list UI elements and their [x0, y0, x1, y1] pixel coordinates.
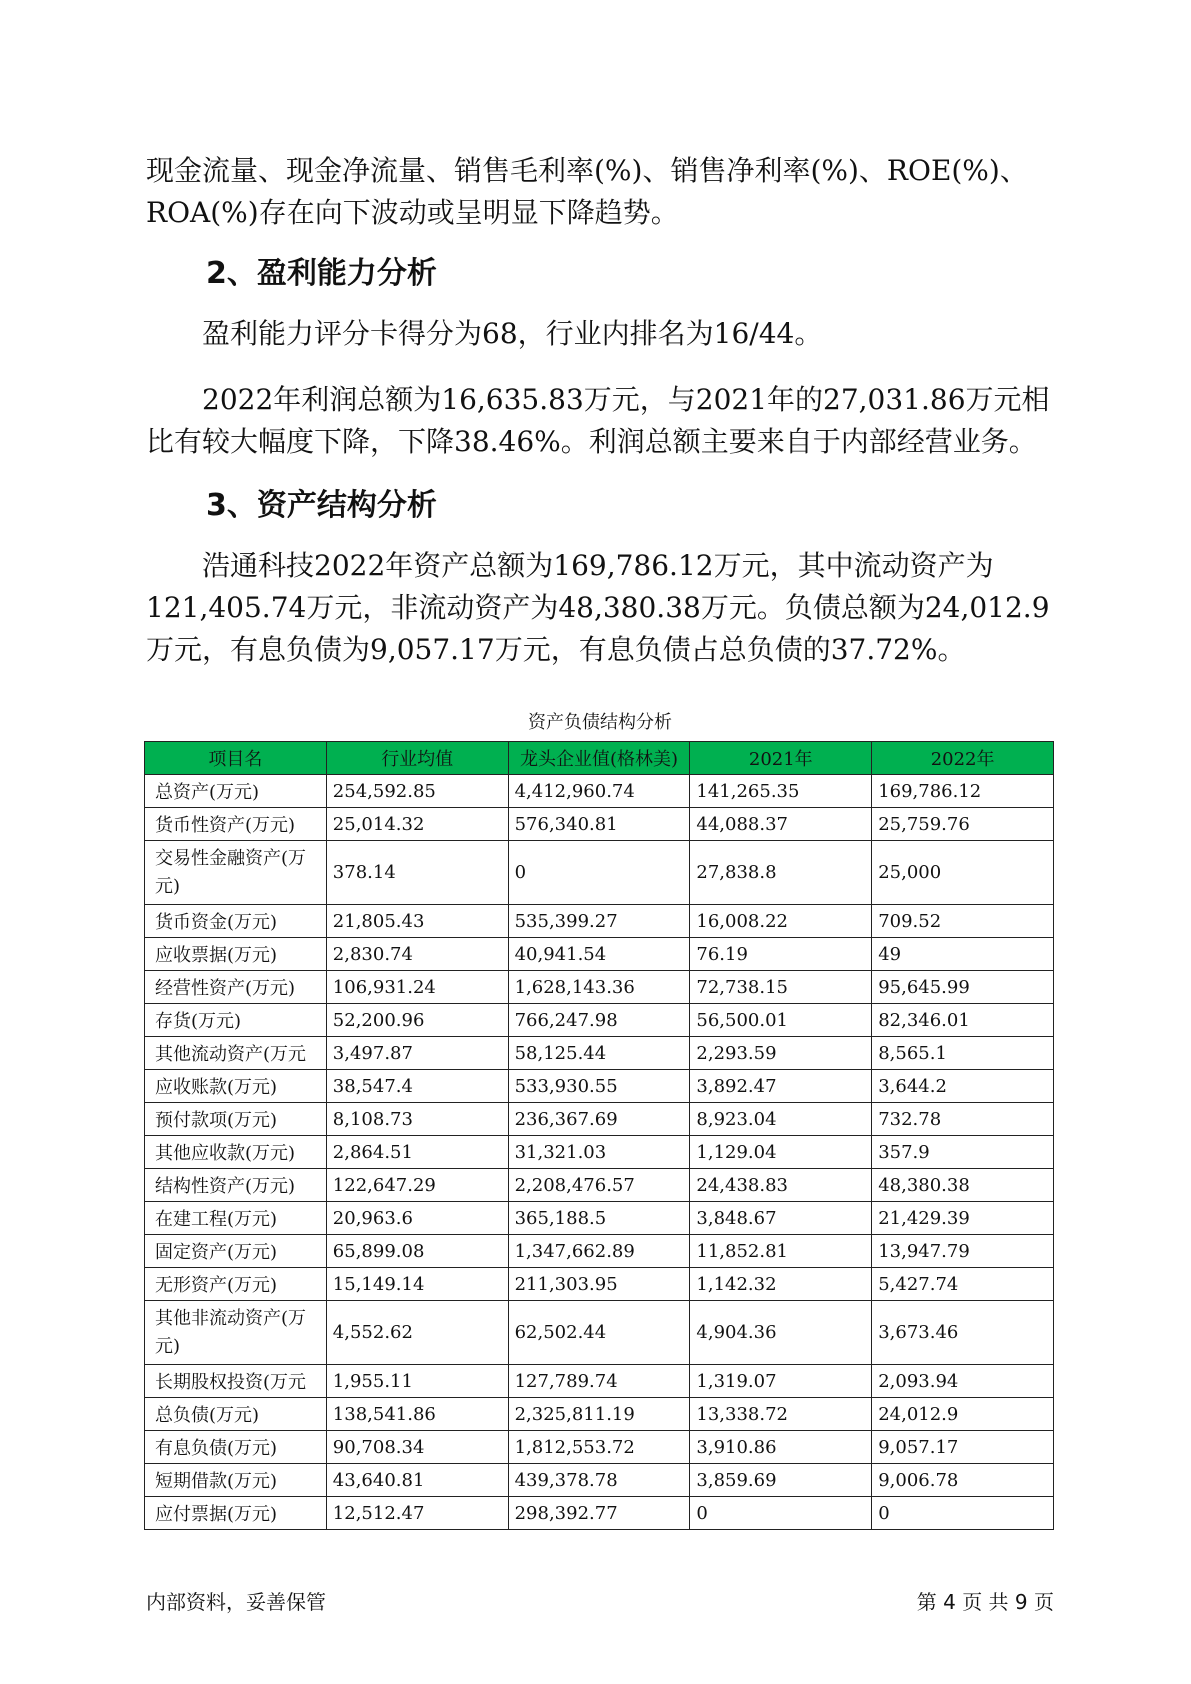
- table-row: [145, 1268, 1054, 1301]
- paragraph-trend-summary: 现金流量、现金净流量、销售毛利率(%)、销售净利率(%)、ROE(%)、ROA(%)存在向下波动或呈明显下降趋势。: [146, 154, 1028, 229]
- value-cell: 0: [690, 1497, 872, 1530]
- value-cell: 535,399.27: [508, 905, 690, 938]
- value-cell: 3,892.47: [690, 1070, 872, 1103]
- table-header-row: [145, 742, 1054, 775]
- row-label-cell: 无形资产(万元): [145, 1268, 327, 1301]
- row-label-cell: 结构性资产(万元): [145, 1169, 327, 1202]
- table-header-cell: 龙头企业值(格林美): [508, 742, 690, 775]
- value-cell: 2,864.51: [326, 1136, 508, 1169]
- row-label-cell: 总资产(万元): [145, 775, 327, 808]
- value-cell: 25,000: [872, 841, 1054, 905]
- table-row: [145, 1431, 1054, 1464]
- value-cell: 2,325,811.19: [508, 1398, 690, 1431]
- value-cell: 56,500.01: [690, 1004, 872, 1037]
- value-cell: 90,708.34: [326, 1431, 508, 1464]
- row-label-cell: 总负债(万元): [145, 1398, 327, 1431]
- table-row: [145, 1169, 1054, 1202]
- value-cell: 8,565.1: [872, 1037, 1054, 1070]
- table-row: [145, 1004, 1054, 1037]
- value-cell: 43,640.81: [326, 1464, 508, 1497]
- value-cell: 732.78: [872, 1103, 1054, 1136]
- table-row: [145, 1202, 1054, 1235]
- row-label-cell: 其他非流动资产(万元): [145, 1301, 327, 1365]
- value-cell: 254,592.85: [326, 775, 508, 808]
- value-cell: 766,247.98: [508, 1004, 690, 1037]
- table-row: [145, 1136, 1054, 1169]
- value-cell: 439,378.78: [508, 1464, 690, 1497]
- table-row: [145, 938, 1054, 971]
- value-cell: 27,838.8: [690, 841, 872, 905]
- row-label-cell: 在建工程(万元): [145, 1202, 327, 1235]
- heading-profitability: 2、盈利能力分析: [206, 256, 437, 291]
- value-cell: 72,738.15: [690, 971, 872, 1004]
- table-row: [145, 1464, 1054, 1497]
- table-body: [145, 775, 1054, 1530]
- table-header-cell: 2021年: [690, 742, 872, 775]
- value-cell: 44,088.37: [690, 808, 872, 841]
- value-cell: 24,438.83: [690, 1169, 872, 1202]
- value-cell: 3,859.69: [690, 1464, 872, 1497]
- row-label-cell: 固定资产(万元): [145, 1235, 327, 1268]
- table-row: [145, 1070, 1054, 1103]
- value-cell: 0: [872, 1497, 1054, 1530]
- value-cell: 5,427.74: [872, 1268, 1054, 1301]
- value-cell: 1,319.07: [690, 1365, 872, 1398]
- value-cell: 38,547.4: [326, 1070, 508, 1103]
- value-cell: 106,931.24: [326, 971, 508, 1004]
- value-cell: 11,852.81: [690, 1235, 872, 1268]
- value-cell: 21,805.43: [326, 905, 508, 938]
- value-cell: 48,380.38: [872, 1169, 1054, 1202]
- row-label-cell: 预付款项(万元): [145, 1103, 327, 1136]
- value-cell: 3,910.86: [690, 1431, 872, 1464]
- paragraph-asset-summary: 浩通科技2022年资产总额为169,786.12万元，其中流动资产为121,405.74万元，非流动资产为48,380.38万元。负债总额为24,012.9万元，有息负债为9,057.17万元，有息负债占总负债的37.72%。: [146, 549, 1050, 666]
- value-cell: 4,552.62: [326, 1301, 508, 1365]
- value-cell: 2,293.59: [690, 1037, 872, 1070]
- row-label-cell: 应收票据(万元): [145, 938, 327, 971]
- table-header-cell: 项目名: [145, 742, 327, 775]
- value-cell: 3,848.67: [690, 1202, 872, 1235]
- row-label-cell: 长期股权投资(万元: [145, 1365, 327, 1398]
- value-cell: 15,149.14: [326, 1268, 508, 1301]
- value-cell: 127,789.74: [508, 1365, 690, 1398]
- value-cell: 62,502.44: [508, 1301, 690, 1365]
- row-label-cell: 货币资金(万元): [145, 905, 327, 938]
- value-cell: 76.19: [690, 938, 872, 971]
- heading-asset-structure: 3、资产结构分析: [206, 488, 437, 523]
- value-cell: 13,338.72: [690, 1398, 872, 1431]
- value-cell: 49: [872, 938, 1054, 971]
- value-cell: 1,129.04: [690, 1136, 872, 1169]
- value-cell: 3,497.87: [326, 1037, 508, 1070]
- value-cell: 4,412,960.74: [508, 775, 690, 808]
- table-row: [145, 1365, 1054, 1398]
- value-cell: 1,142.32: [690, 1268, 872, 1301]
- value-cell: 40,941.54: [508, 938, 690, 971]
- row-label-cell: 其他流动资产(万元: [145, 1037, 327, 1070]
- row-label-cell: 经营性资产(万元): [145, 971, 327, 1004]
- value-cell: 58,125.44: [508, 1037, 690, 1070]
- row-label-cell: 存货(万元): [145, 1004, 327, 1037]
- table-row: [145, 1301, 1054, 1365]
- value-cell: 8,108.73: [326, 1103, 508, 1136]
- value-cell: 1,955.11: [326, 1365, 508, 1398]
- value-cell: 2,093.94: [872, 1365, 1054, 1398]
- value-cell: 141,265.35: [690, 775, 872, 808]
- value-cell: 1,812,553.72: [508, 1431, 690, 1464]
- row-label-cell: 其他应收款(万元): [145, 1136, 327, 1169]
- value-cell: 3,673.46: [872, 1301, 1054, 1365]
- row-label-cell: 货币性资产(万元): [145, 808, 327, 841]
- value-cell: 709.52: [872, 905, 1054, 938]
- table-row: [145, 808, 1054, 841]
- table-row: [145, 1497, 1054, 1530]
- table-row: [145, 1235, 1054, 1268]
- value-cell: 2,208,476.57: [508, 1169, 690, 1202]
- value-cell: 4,904.36: [690, 1301, 872, 1365]
- value-cell: 21,429.39: [872, 1202, 1054, 1235]
- value-cell: 378.14: [326, 841, 508, 905]
- value-cell: 25,759.76: [872, 808, 1054, 841]
- value-cell: 12,512.47: [326, 1497, 508, 1530]
- row-label-cell: 应收账款(万元): [145, 1070, 327, 1103]
- table-row: [145, 1103, 1054, 1136]
- value-cell: 576,340.81: [508, 808, 690, 841]
- footer-confidential-note: 内部资料，妥善保管: [146, 1590, 326, 1614]
- value-cell: 24,012.9: [872, 1398, 1054, 1431]
- table-caption: 资产负债结构分析: [528, 712, 672, 733]
- paragraph-profit-total: 2022年利润总额为16,635.83万元，与2021年的27,031.86万元相比有较大幅度下降，下降38.46%。利润总额主要来自于内部经营业务。: [146, 383, 1050, 458]
- table-row: [145, 841, 1054, 905]
- footer-page-number: 第 4 页 共 9 页: [916, 1590, 1054, 1614]
- table-row: [145, 1037, 1054, 1070]
- value-cell: 533,930.55: [508, 1070, 690, 1103]
- balance-structure-table: [144, 741, 1054, 1530]
- value-cell: 52,200.96: [326, 1004, 508, 1037]
- value-cell: 9,006.78: [872, 1464, 1054, 1497]
- table-row: [145, 905, 1054, 938]
- value-cell: 82,346.01: [872, 1004, 1054, 1037]
- value-cell: 65,899.08: [326, 1235, 508, 1268]
- table-header-cell: 2022年: [872, 742, 1054, 775]
- value-cell: 2,830.74: [326, 938, 508, 971]
- value-cell: 357.9: [872, 1136, 1054, 1169]
- value-cell: 20,963.6: [326, 1202, 508, 1235]
- value-cell: 3,644.2: [872, 1070, 1054, 1103]
- table-header-cell: 行业均值: [326, 742, 508, 775]
- row-label-cell: 交易性金融资产(万元): [145, 841, 327, 905]
- table-row: [145, 1398, 1054, 1431]
- paragraph-profit-score: 盈利能力评分卡得分为68，行业内排名为16/44。: [202, 317, 823, 350]
- row-label-cell: 短期借款(万元): [145, 1464, 327, 1497]
- value-cell: 25,014.32: [326, 808, 508, 841]
- value-cell: 95,645.99: [872, 971, 1054, 1004]
- value-cell: 31,321.03: [508, 1136, 690, 1169]
- value-cell: 8,923.04: [690, 1103, 872, 1136]
- value-cell: 211,303.95: [508, 1268, 690, 1301]
- value-cell: 16,008.22: [690, 905, 872, 938]
- value-cell: 1,628,143.36: [508, 971, 690, 1004]
- value-cell: 138,541.86: [326, 1398, 508, 1431]
- value-cell: 13,947.79: [872, 1235, 1054, 1268]
- value-cell: 298,392.77: [508, 1497, 690, 1530]
- row-label-cell: 有息负债(万元): [145, 1431, 327, 1464]
- value-cell: 122,647.29: [326, 1169, 508, 1202]
- value-cell: 236,367.69: [508, 1103, 690, 1136]
- table-row: [145, 971, 1054, 1004]
- value-cell: 365,188.5: [508, 1202, 690, 1235]
- value-cell: 9,057.17: [872, 1431, 1054, 1464]
- value-cell: 1,347,662.89: [508, 1235, 690, 1268]
- table-row: [145, 775, 1054, 808]
- value-cell: 169,786.12: [872, 775, 1054, 808]
- value-cell: 0: [508, 841, 690, 905]
- row-label-cell: 应付票据(万元): [145, 1497, 327, 1530]
